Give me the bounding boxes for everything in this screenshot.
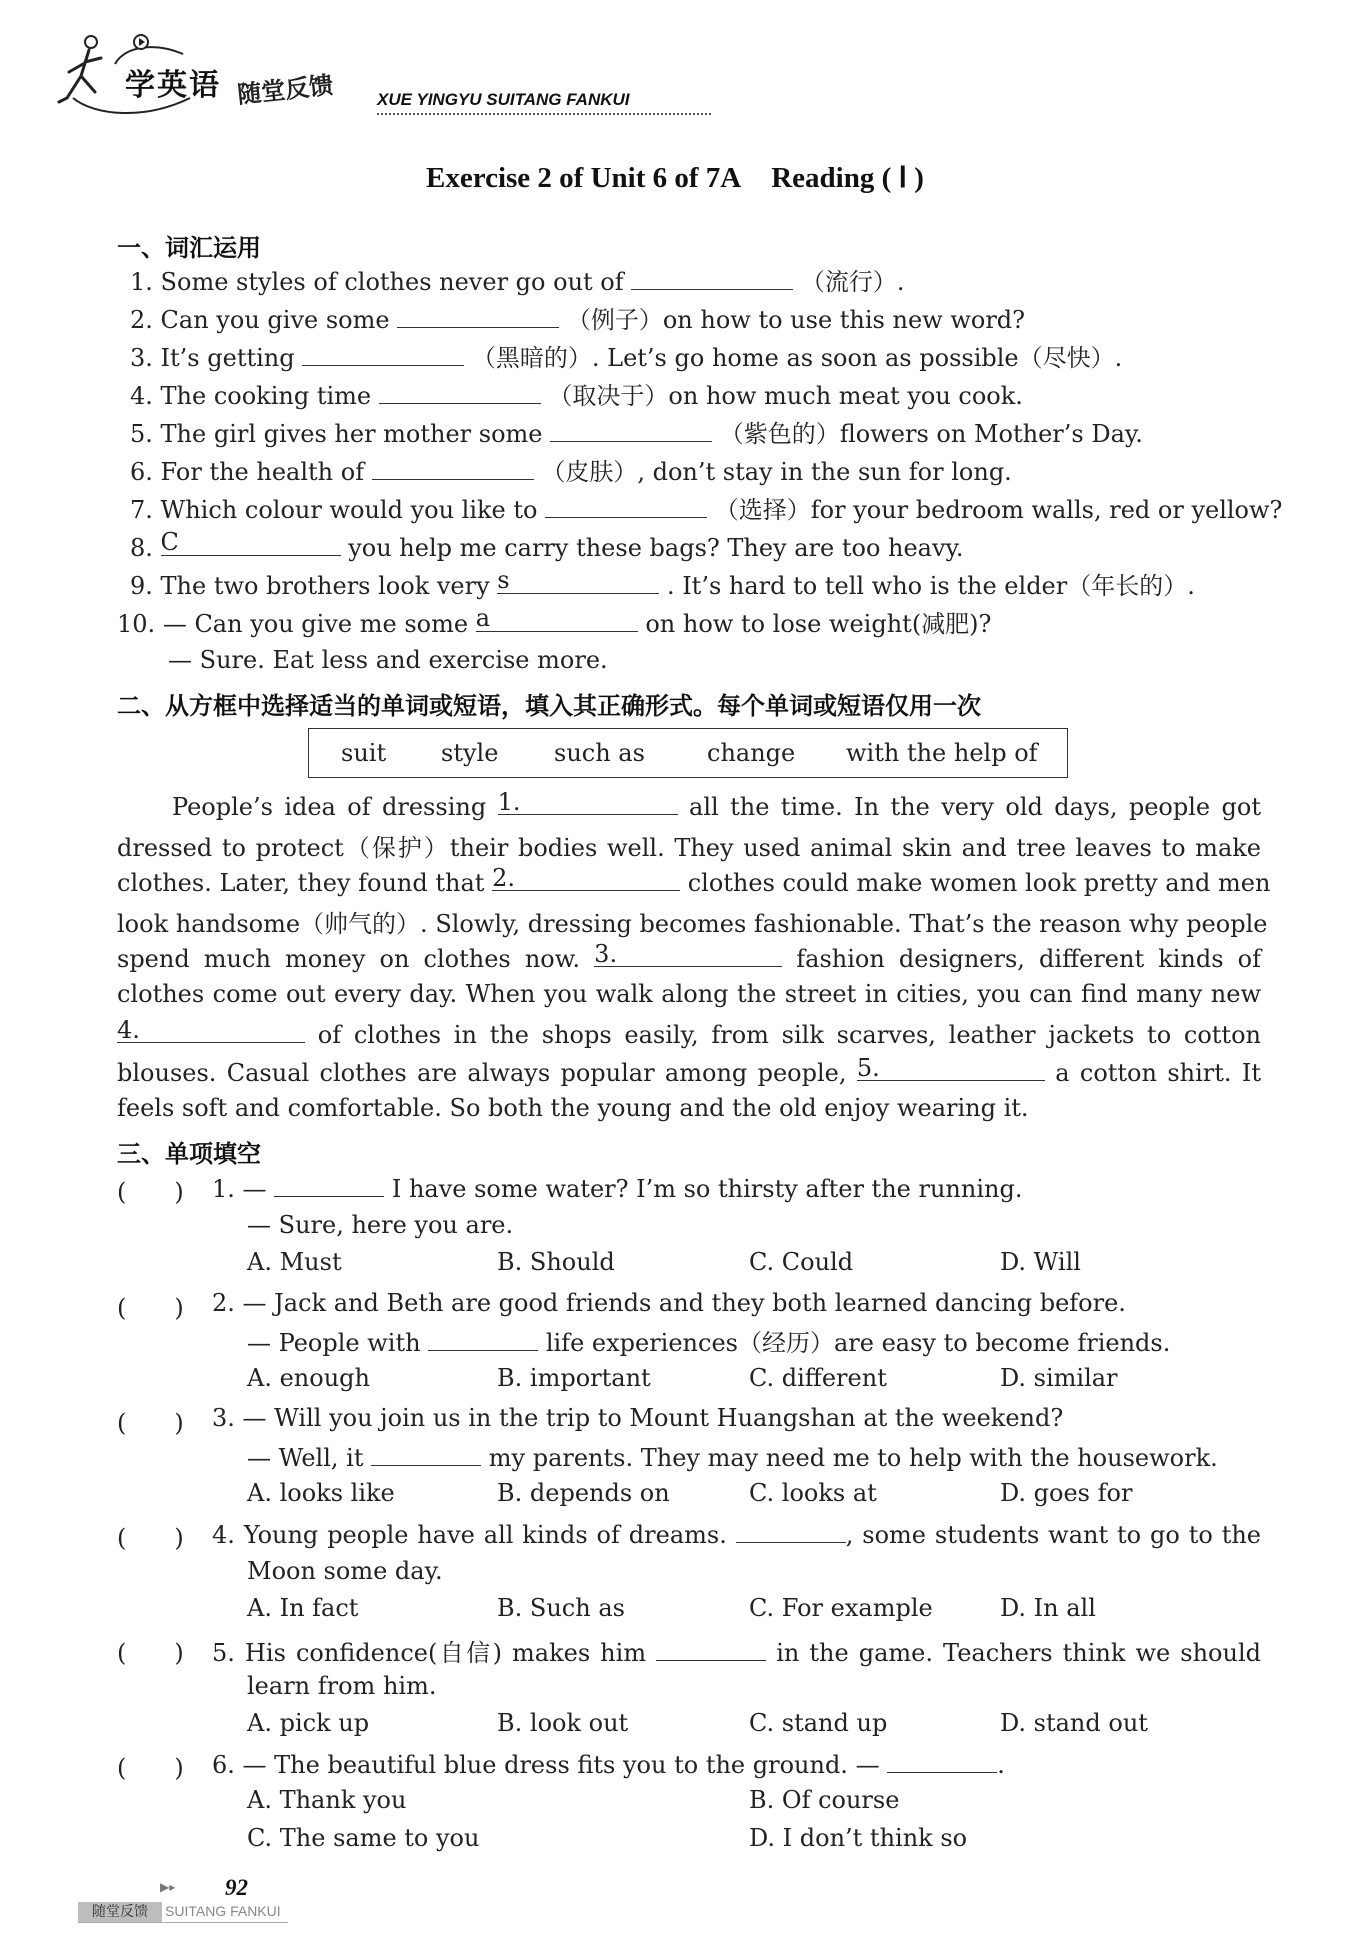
option-b[interactable]: B. Should — [497, 1248, 615, 1276]
answer-blank[interactable] — [631, 265, 793, 290]
option-b[interactable]: B. Such as — [497, 1594, 625, 1622]
answer-blank[interactable]: 2. — [492, 866, 680, 891]
answer-bracket[interactable]: ( ) — [117, 1178, 184, 1206]
question-1-reply: — Sure, here you are. — [247, 1211, 514, 1239]
vocab-item: 3. It’s getting （黑暗的）. Let’s go home as soon as possible（尽快）. — [130, 341, 1122, 373]
passage-line: clothes come out every day. When you walk along the street in cities, you can find many new — [117, 980, 1261, 1008]
vocab-item: 10. — Can you give me some a on how to lose weight(减肥)? — [117, 604, 992, 638]
passage-line: dressed to protect（保护）their bodies well. They used animal skin and tree leaves to make — [117, 834, 1261, 862]
answer-blank[interactable]: s — [497, 569, 659, 594]
option-b[interactable]: B. look out — [497, 1709, 629, 1737]
question-5: 5. His confidence(自信) makes him in the game. Teachers think we should — [212, 1633, 1261, 1668]
option-a[interactable]: A. enough — [247, 1364, 370, 1392]
option-a[interactable]: A. pick up — [247, 1709, 370, 1737]
answer-blank[interactable]: 4. — [117, 1018, 305, 1043]
answer-blank[interactable]: 5. — [857, 1056, 1045, 1081]
question-5-cont: learn from him. — [247, 1672, 437, 1700]
vocab-item: 5. The girl gives her mother some （紫色的）flowers on Mother’s Day. — [130, 417, 1143, 449]
passage-line: blouses. Casual clothes are always popular among people, 5. a cotton shirt. It — [117, 1054, 1261, 1087]
option-c[interactable]: C. stand up — [749, 1709, 888, 1737]
vocab-item: 1. Some styles of clothes never go out of （流行）. — [130, 265, 905, 297]
answer-blank[interactable] — [372, 455, 534, 480]
answer-blank[interactable] — [656, 1636, 766, 1661]
question-2: 2. — Jack and Beth are good friends and they both learned dancing before. — [212, 1289, 1126, 1317]
passage-line: 4. of clothes in the shops easily, from silk scarves, leather jackets to cotton — [117, 1016, 1261, 1049]
answer-bracket[interactable]: ( ) — [117, 1524, 184, 1552]
passage-line: look handsome（帅气的）. Slowly, dressing becomes fashionable. That’s the reason why people — [117, 910, 1268, 938]
passage-line: feels soft and comfortable. So both the young and the old enjoy wearing it. — [117, 1094, 1029, 1122]
vocab-item: 4. The cooking time （取决于）on how much meat you cook. — [130, 379, 1023, 411]
option-d[interactable]: D. similar — [1000, 1364, 1118, 1392]
header-divider — [377, 113, 711, 115]
answer-blank[interactable] — [545, 493, 707, 518]
header-logo — [55, 28, 675, 128]
option-c[interactable]: C. different — [749, 1364, 887, 1392]
question-6: 6. — The beautiful blue dress fits you to the ground. — . — [212, 1748, 1005, 1780]
question-1: 1. — I have some water? I’m so thirsty after the running. — [212, 1172, 1022, 1204]
answer-bracket[interactable]: ( ) — [117, 1754, 184, 1782]
answer-bracket[interactable]: ( ) — [117, 1294, 184, 1322]
logo-pinyin: XUE YINGYU SUITANG FANKUI — [377, 90, 630, 109]
title-exercise: Exercise 2 of Unit 6 of 7A — [426, 162, 742, 194]
answer-blank[interactable] — [274, 1172, 384, 1197]
logo-title: 学英语 — [125, 68, 221, 103]
answer-blank[interactable] — [371, 1441, 481, 1466]
arrow-icon: ▶▸ — [160, 1880, 176, 1894]
question-3: 3. — Will you join us in the trip to Mount Huangshan at the weekend? — [212, 1404, 1064, 1432]
option-c[interactable]: C. For example — [749, 1594, 933, 1622]
word-option: such as — [554, 739, 645, 767]
option-d[interactable]: D. In all — [1000, 1594, 1096, 1622]
answer-bracket[interactable]: ( ) — [117, 1409, 184, 1437]
passage-line: clothes. Later, they found that 2. clothes could make women look pretty and men — [117, 864, 1271, 897]
answer-blank[interactable] — [736, 1518, 846, 1543]
answer-blank[interactable]: 3. — [594, 942, 782, 967]
logo-subtitle: 随堂反馈 — [236, 71, 335, 109]
word-option: with the help of — [846, 739, 1038, 767]
footer-divider — [78, 1922, 288, 1923]
answer-blank[interactable]: a — [476, 607, 638, 632]
page-number: 92 — [225, 1875, 248, 1900]
option-a[interactable]: A. looks like — [247, 1479, 395, 1507]
option-c[interactable]: C. Could — [749, 1248, 854, 1276]
option-d[interactable]: D. stand out — [1000, 1709, 1148, 1737]
answer-blank[interactable] — [428, 1326, 538, 1351]
vocab-item: 9. The two brothers look very s . It’s hard to tell who is the elder（年长的）. — [130, 566, 1195, 600]
vocab-item: 7. Which colour would you like to （选择）for your bedroom walls, red or yellow? — [130, 493, 1282, 525]
section2-heading: 二、从方框中选择适当的单词或短语，填入其正确形式。每个单词或短语仅用一次 — [117, 692, 981, 720]
passage-line: spend much money on clothes now. 3. fashion designers, different kinds of — [117, 940, 1261, 973]
section1-heading: 一、词汇运用 — [117, 234, 261, 262]
option-d[interactable]: D. goes for — [1000, 1479, 1133, 1507]
question-4-cont: Moon some day. — [247, 1557, 443, 1585]
footer-pinyin: SUITANG FANKUI — [165, 1903, 281, 1919]
option-c[interactable]: C. looks at — [749, 1479, 877, 1507]
option-a[interactable]: A. Thank you — [247, 1786, 407, 1814]
word-option: change — [707, 739, 796, 767]
word-box — [308, 728, 1068, 778]
question-3-reply: — Well, it my parents. They may need me to help with the housework. — [247, 1441, 1218, 1473]
option-d[interactable]: D. Will — [1000, 1248, 1081, 1276]
question-2-reply: — People with life experiences（经历）are easy to become friends. — [247, 1326, 1170, 1358]
vocab-item: 6. For the health of （皮肤）, don’t stay in the sun for long. — [130, 455, 1012, 487]
title-reading: Reading ( Ⅰ ) — [771, 162, 924, 194]
answer-blank[interactable] — [397, 303, 559, 328]
vocab-item: 8. C you help me carry these bags? They are too heavy. — [130, 528, 964, 562]
option-a[interactable]: A. In fact — [247, 1594, 359, 1622]
question-4: 4. Young people have all kinds of dreams. , some students want to go to the — [212, 1518, 1261, 1549]
option-b[interactable]: B. Of course — [749, 1786, 900, 1814]
section3-heading: 三、单项填空 — [117, 1140, 261, 1168]
option-b[interactable]: B. important — [497, 1364, 651, 1392]
passage-line: People’s idea of dressing 1. all the time. In the very old days, people got — [172, 788, 1261, 821]
footer-tag: 随堂反馈 — [78, 1902, 162, 1922]
answer-blank[interactable]: C — [161, 531, 341, 556]
page-title — [0, 160, 1350, 195]
answer-blank[interactable] — [887, 1748, 997, 1773]
answer-bracket[interactable]: ( ) — [117, 1639, 184, 1667]
option-b[interactable]: B. depends on — [497, 1479, 670, 1507]
option-c[interactable]: C. The same to you — [247, 1824, 480, 1852]
vocab-item-reply: — Sure. Eat less and exercise more. — [168, 646, 608, 674]
option-a[interactable]: A. Must — [247, 1248, 342, 1276]
vocab-item: 2. Can you give some （例子）on how to use this new word? — [130, 303, 1025, 335]
answer-blank[interactable]: 1. — [498, 790, 678, 815]
word-option: style — [441, 739, 499, 767]
answer-blank[interactable] — [302, 341, 464, 366]
option-d[interactable]: D. I don’t think so — [749, 1824, 968, 1852]
answer-blank[interactable] — [379, 379, 541, 404]
word-option: suit — [341, 739, 387, 767]
answer-blank[interactable] — [550, 417, 712, 442]
